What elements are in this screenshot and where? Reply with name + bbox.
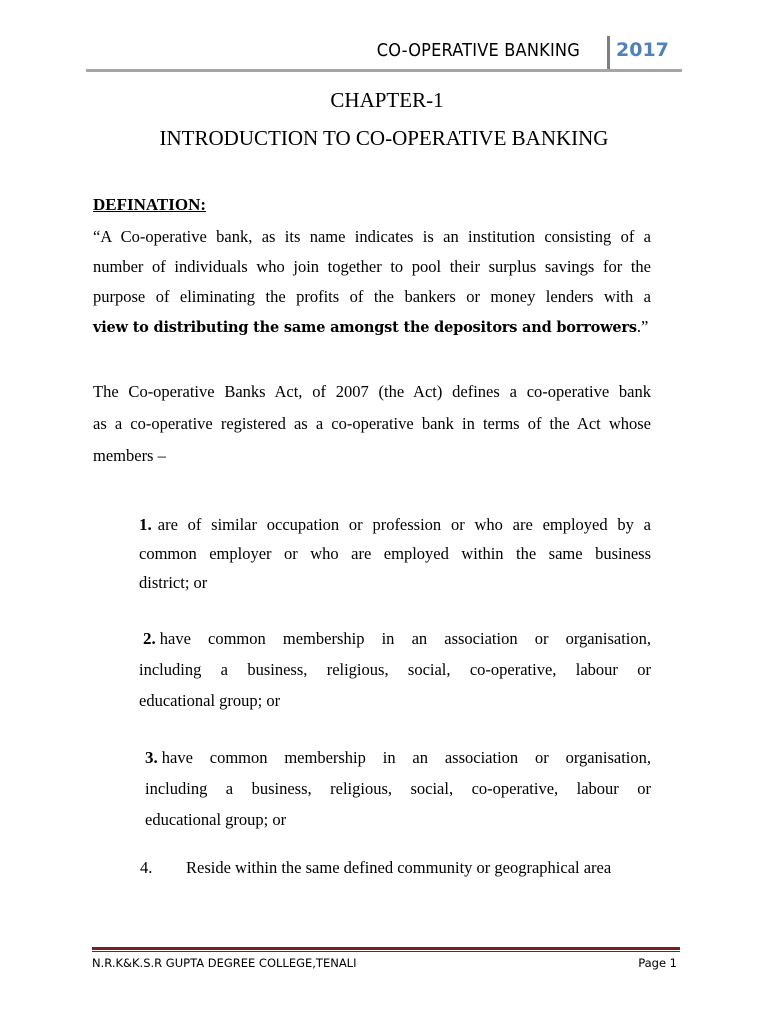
footer-rule <box>92 947 680 950</box>
list-item-line: educational group; or <box>145 810 287 829</box>
list-item <box>139 510 651 597</box>
list-item <box>145 742 651 835</box>
definition-closing-quote: .” <box>636 317 649 336</box>
definition-line: number of individuals who join together to pool their surplus savings for the <box>93 257 651 276</box>
header-separator <box>607 36 610 69</box>
list-item <box>140 858 611 878</box>
list-item-number: 3. <box>145 748 158 767</box>
definition-line: “A Co-operative bank, as its name indicates is an institution consisting of a <box>93 227 651 246</box>
definition-line-last <box>93 312 651 343</box>
list-item-line: 3. have common membership in an association or organisation, <box>145 748 651 767</box>
header-title: CO-OPERATIVE BANKING <box>376 40 580 61</box>
list-item-line: educational group; or <box>139 691 281 710</box>
list-item-number: 4. <box>140 858 153 877</box>
header-year: 2017 <box>616 39 669 61</box>
list-item <box>139 623 651 716</box>
list-item-line: 1. are of similar occupation or profession or who are employed by a <box>139 515 651 534</box>
list-item-number: 1. <box>139 515 152 534</box>
list-item-line: 2. have common membership in an association or organisation, <box>143 629 651 648</box>
chapter-title: INTRODUCTION TO CO-OPERATIVE BANKING <box>159 126 609 150</box>
list-item-text: Reside within the same defined community or geographical area <box>186 858 612 877</box>
act-line: The Co-operative Banks Act, of 2007 (the Act) defines a co-operative bank <box>93 382 651 401</box>
footer-rule-thin <box>92 951 680 952</box>
definition-bold-text: view to distributing the same amongst the depositors and borrowers <box>93 319 637 336</box>
definition-line: purpose of eliminating the profits of the bankers or money lenders with a <box>93 287 651 306</box>
list-item-line: common employer or who are employed within the same business <box>139 544 651 563</box>
list-item-number: 2. <box>143 629 156 648</box>
footer-page-number: Page 1 <box>638 956 677 970</box>
list-item-line: including a business, religious, social, co-operative, labour or <box>139 660 651 679</box>
list-item-line: including a business, religious, social, co-operative, labour or <box>145 779 651 798</box>
footer-college: N.R.K&K.S.R GUPTA DEGREE COLLEGE,TENALI <box>92 956 357 970</box>
act-paragraph <box>93 376 651 472</box>
act-line: as a co-operative registered as a co-operative bank in terms of the Act whose <box>93 414 651 433</box>
header-rule <box>86 69 682 72</box>
definition-heading: DEFINATION: <box>93 195 207 214</box>
list-item-line: district; or <box>139 573 208 592</box>
act-line: members – <box>93 446 166 465</box>
chapter-label: CHAPTER-1 <box>330 88 444 112</box>
definition-paragraph <box>93 222 651 343</box>
